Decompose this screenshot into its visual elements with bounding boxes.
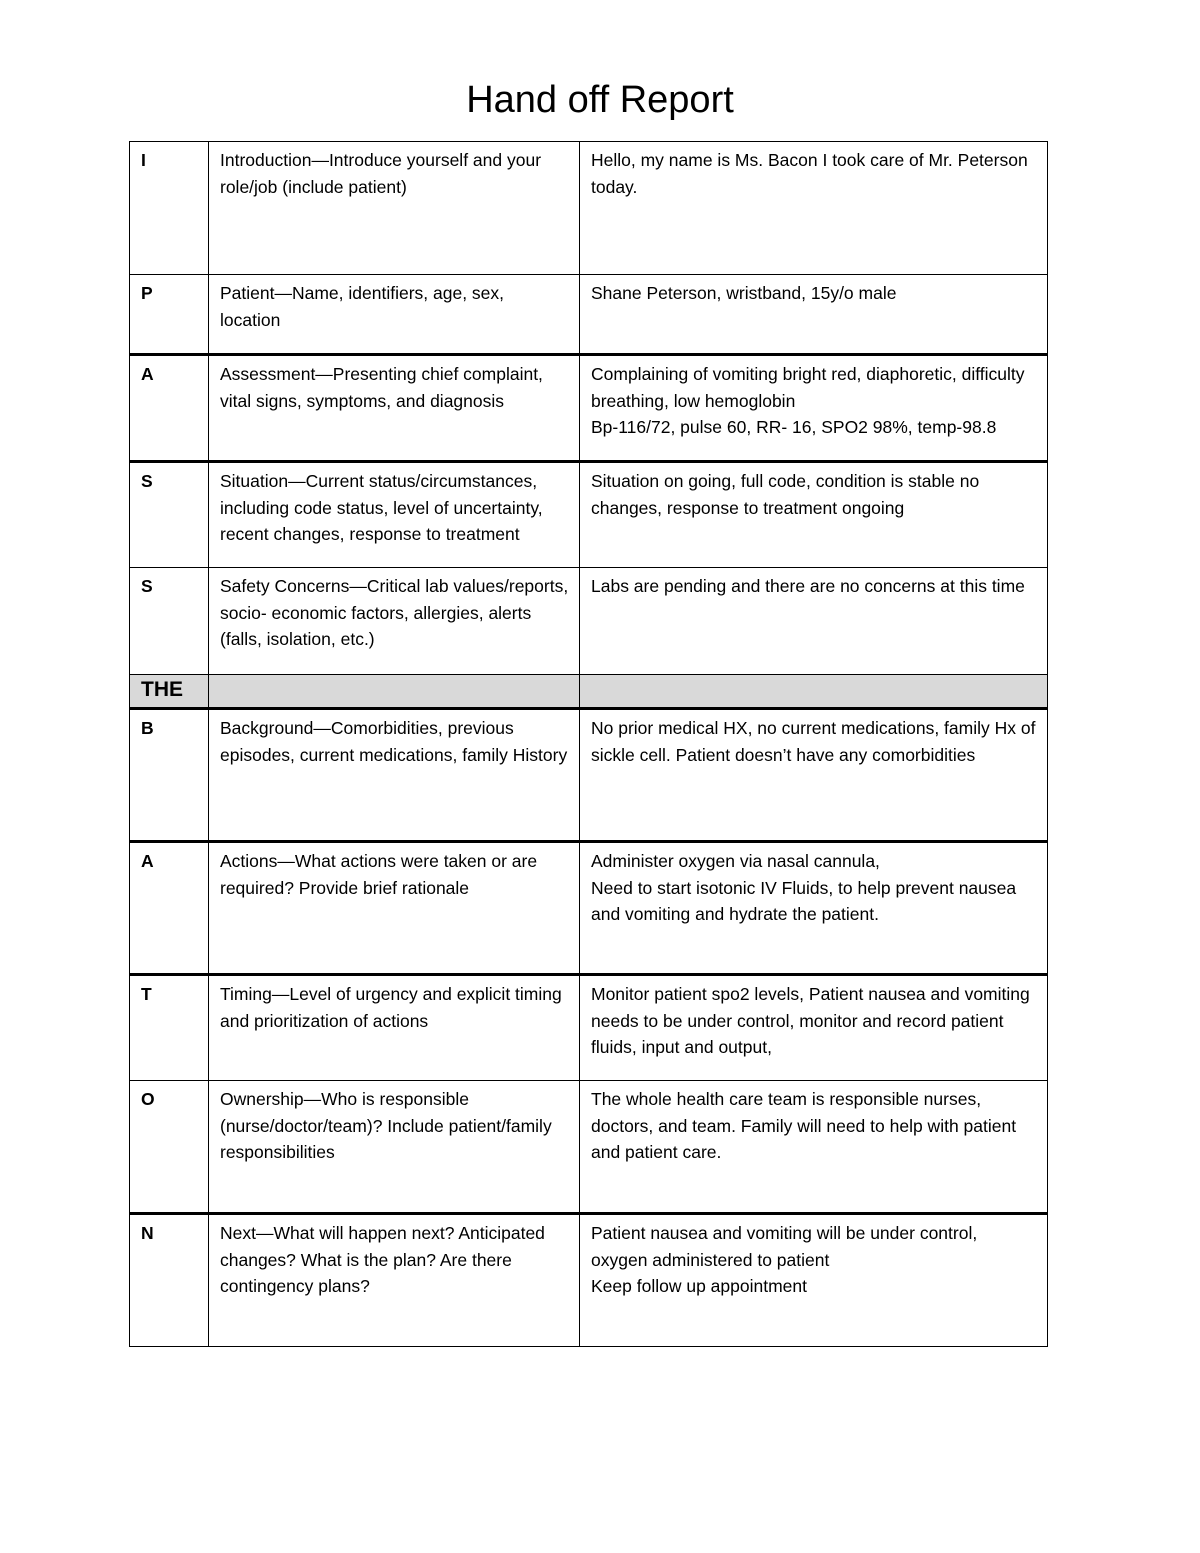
row-prompt: Actions—What actions were taken or are required? Provide brief rationale	[209, 842, 580, 975]
table-row-timing	[130, 975, 1048, 1081]
row-response: Complaining of vomiting bright red, diaphoretic, difficulty breathing, low hemoglobin Bp-116/72, pulse 60, RR- 16, SPO2 98%, temp-98.8	[580, 355, 1048, 462]
row-letter: THE	[130, 675, 209, 709]
row-prompt: Next—What will happen next? Anticipated changes? What is the plan? Are there contingency plans?	[209, 1214, 580, 1347]
row-response: No prior medical HX, no current medications, family Hx of sickle cell. Patient doesn’t have any comorbidities	[580, 709, 1048, 842]
row-letter: N	[130, 1214, 209, 1347]
row-prompt: Introduction—Introduce yourself and your role/job (include patient)	[209, 142, 580, 275]
row-prompt: Assessment—Presenting chief complaint, vital signs, symptoms, and diagnosis	[209, 355, 580, 462]
row-letter: A	[130, 842, 209, 975]
row-letter: B	[130, 709, 209, 842]
row-prompt: Ownership—Who is responsible (nurse/doctor/team)? Include patient/family responsibilities	[209, 1081, 580, 1214]
table-row-situation	[130, 462, 1048, 568]
table-row-patient	[130, 275, 1048, 355]
table-row-actions	[130, 842, 1048, 975]
row-letter: O	[130, 1081, 209, 1214]
row-letter: I	[130, 142, 209, 275]
table-row-assessment	[130, 355, 1048, 462]
row-response: Shane Peterson, wristband, 15y/o male	[580, 275, 1048, 355]
table-row-introduction	[130, 142, 1048, 275]
table-row-ownership	[130, 1081, 1048, 1214]
row-prompt: Background—Comorbidities, previous episodes, current medications, family History	[209, 709, 580, 842]
row-letter: T	[130, 975, 209, 1081]
table-row-background	[130, 709, 1048, 842]
table-row-the	[130, 675, 1048, 709]
table-row-next	[130, 1214, 1048, 1347]
row-prompt: Timing—Level of urgency and explicit timing and prioritization of actions	[209, 975, 580, 1081]
row-response: Hello, my name is Ms. Bacon I took care of Mr. Peterson today.	[580, 142, 1048, 275]
row-prompt: Safety Concerns—Critical lab values/reports, socio- economic factors, allergies, alerts (falls, isolation, etc.)	[209, 568, 580, 675]
row-response: Monitor patient spo2 levels, Patient nausea and vomiting needs to be under control, monitor and record patient fluids, input and output,	[580, 975, 1048, 1081]
row-response	[580, 675, 1048, 709]
row-letter: P	[130, 275, 209, 355]
row-letter: S	[130, 462, 209, 568]
row-letter: A	[130, 355, 209, 462]
row-response: Labs are pending and there are no concerns at this time	[580, 568, 1048, 675]
row-prompt: Patient—Name, identifiers, age, sex, location	[209, 275, 580, 355]
handoff-table	[129, 141, 1048, 1347]
row-response: Situation on going, full code, condition is stable no changes, response to treatment ongoing	[580, 462, 1048, 568]
row-response: Patient nausea and vomiting will be under control, oxygen administered to patient Keep follow up appointment	[580, 1214, 1048, 1347]
table-row-safety	[130, 568, 1048, 675]
row-letter: S	[130, 568, 209, 675]
row-response: The whole health care team is responsible nurses, doctors, and team. Family will need to help with patient and patient care.	[580, 1081, 1048, 1214]
row-prompt: Situation—Current status/circumstances, including code status, level of uncertainty, recent changes, response to treatment	[209, 462, 580, 568]
page-title: Hand off Report	[466, 79, 734, 121]
row-prompt	[209, 675, 580, 709]
row-response: Administer oxygen via nasal cannula, Need to start isotonic IV Fluids, to help prevent nausea and vomiting and hydrate the patient.	[580, 842, 1048, 975]
